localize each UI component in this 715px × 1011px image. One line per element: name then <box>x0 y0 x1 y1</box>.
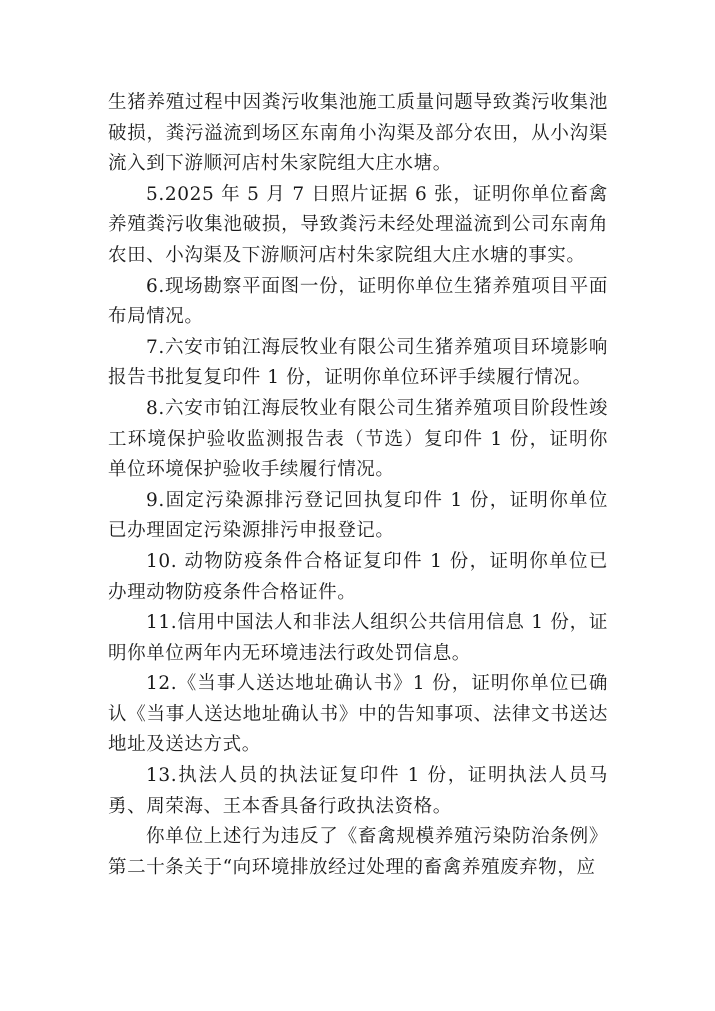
paragraph-evidence-11: 11.信用中国法人和非法人组织公共信用信息 1 份，证明你单位两年内无环境违法行政处罚信息。 <box>108 612 608 664</box>
paragraph-evidence-12: 12.《当事人送达地址确认书》1 份，证明你单位已确认《当事人送达地址确认书》中的告知事项、法律文书送达地址及送达方式。 <box>108 673 608 756</box>
paragraph-evidence-13: 13.执法人员的执法证复印件 1 份，证明执法人员马勇、周荣海、王本香具备行政执法资格。 <box>108 765 608 817</box>
paragraph-evidence-9: 9.固定污染源排污登记回执复印件 1 份，证明你单位已办理固定污染源排污申报登记。 <box>108 489 608 542</box>
paragraph-evidence-7: 7.六安市铂江海辰牧业有限公司生猪养殖项目环境影响报告书批复复印件 1 份，证明你单位环评手续履行情况。 <box>108 336 608 389</box>
paragraph-continuation: 生猪养殖过程中因粪污收集池施工质量问题导致粪污收集池破损，粪污溢流到场区东南角小沟渠及部分农田，从小沟渠流入到下游顺河店村朱家院组大庄水塘。 <box>108 92 608 175</box>
paragraph-conclusion: 你单位上述行为违反了《畜禽规模养殖污染防治条例》第二十条关于“向环境排放经过处理的畜禽养殖废弃物，应 <box>108 826 608 878</box>
paragraph-evidence-8: 8.六安市铂江海辰牧业有限公司生猪养殖项目阶段性竣工环境保护验收监测报告表（节选）复印件 1 份，证明你单位环境保护验收手续履行情况。 <box>108 397 608 481</box>
paragraph-evidence-10: 10. 动物防疫条件合格证复印件 1 份，证明你单位已办理动物防疫条件合格证件。 <box>108 550 608 603</box>
paragraph-evidence-6: 6.现场勘察平面图一份，证明你单位生猪养殖项目平面布局情况。 <box>108 275 608 328</box>
paragraph-evidence-5: 5.2025 年 5 月 7 日照片证据 6 张，证明你单位畜禽养殖粪污收集池破损，导致粪污未经处理溢流到公司东南角农田、小沟渠及下游顺河店村朱家院组大庄水塘的事实。 <box>108 183 608 266</box>
document-body <box>108 88 608 883</box>
